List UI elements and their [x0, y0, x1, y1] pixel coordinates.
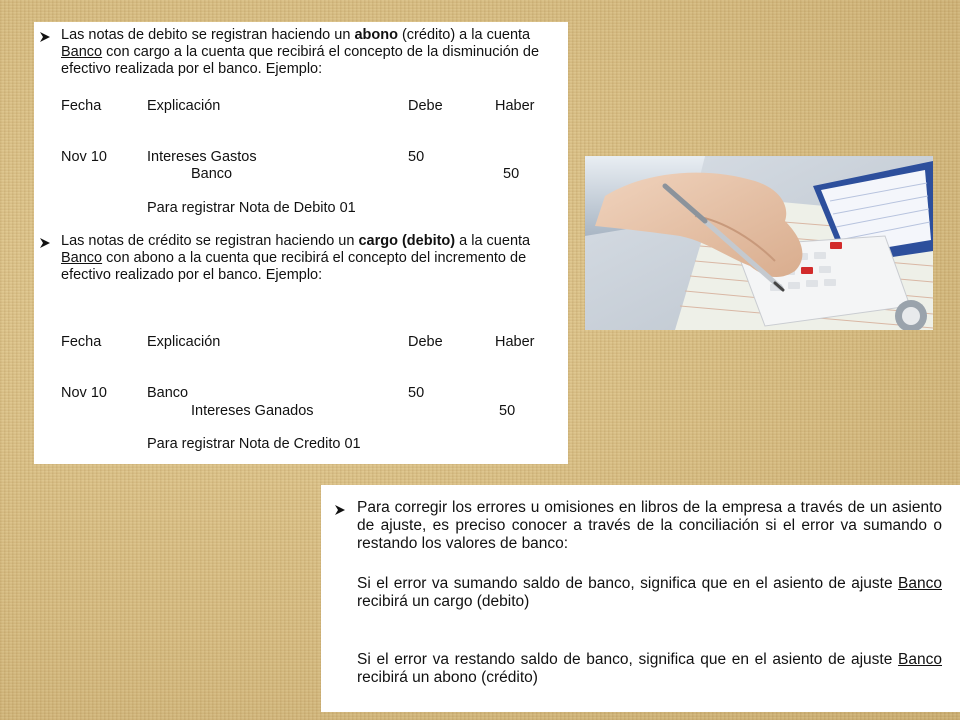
- entry-credit-amount: 50: [499, 403, 516, 419]
- header-debit: Debe: [408, 98, 443, 114]
- entry-date: Nov 10: [61, 385, 107, 401]
- entry-debit-account: Intereses Gastos: [147, 149, 257, 165]
- debit-note-paragraph: Las notas de debito se registran haciendo un abono (crédito) a la cuenta Banco con cargo a la cuenta que recibirá el concepto de la disminución de efectivo realizada por el banco. Ejemplo:: [61, 27, 540, 77]
- entry-debit-amount: 50: [408, 149, 425, 165]
- header-debit: Debe: [408, 334, 443, 350]
- case-adding-paragraph: Si el error va sumando saldo de banco, significa que en el asiento de ajuste Banco recibirá un cargo (debito): [357, 575, 942, 610]
- adjustment-entry-panel: [321, 485, 960, 712]
- entry-memo: Para registrar Nota de Debito 01: [147, 200, 356, 216]
- header-explanation: Explicación: [147, 334, 221, 350]
- header-credit: Haber: [495, 334, 535, 350]
- header-date: Fecha: [61, 334, 102, 350]
- entry-date: Nov 10: [61, 149, 107, 165]
- entry-debit-account: Banco: [147, 385, 189, 401]
- entry-memo: Para registrar Nota de Credito 01: [147, 436, 361, 452]
- entry-credit-account: Intereses Ganados: [191, 403, 314, 419]
- debit-credit-notes-panel: [34, 22, 568, 464]
- entry-debit-amount: 50: [408, 385, 425, 401]
- case-subtracting-paragraph: Si el error va restando saldo de banco, significa que en el asiento de ajuste Banco recibirá un abono (crédito): [357, 651, 942, 686]
- accounting-photo: [585, 156, 933, 330]
- arrow-bullet-icon: [38, 236, 52, 250]
- header-explanation: Explicación: [147, 98, 221, 114]
- entry-credit-amount: 50: [503, 166, 520, 182]
- arrow-bullet-icon: [38, 30, 52, 44]
- header-date: Fecha: [61, 98, 102, 114]
- entry-credit-account: Banco: [191, 166, 233, 182]
- credit-note-paragraph: Las notas de crédito se registran haciendo un cargo (debito) a la cuenta Banco con abono a la cuenta que recibirá el concepto del incremento de efectivo realizado por el banco. Ejemplo:: [61, 233, 531, 283]
- header-credit: Haber: [495, 98, 535, 114]
- arrow-bullet-icon: [333, 503, 347, 517]
- adjustment-intro-paragraph: Para corregir los errores u omisiones en libros de la empresa a través de un asiento de ajuste, es preciso conocer a través de la conciliación si el error va sumando o restando los valores de banco:: [357, 499, 942, 552]
- hand-calculator-illustration: [585, 156, 933, 330]
